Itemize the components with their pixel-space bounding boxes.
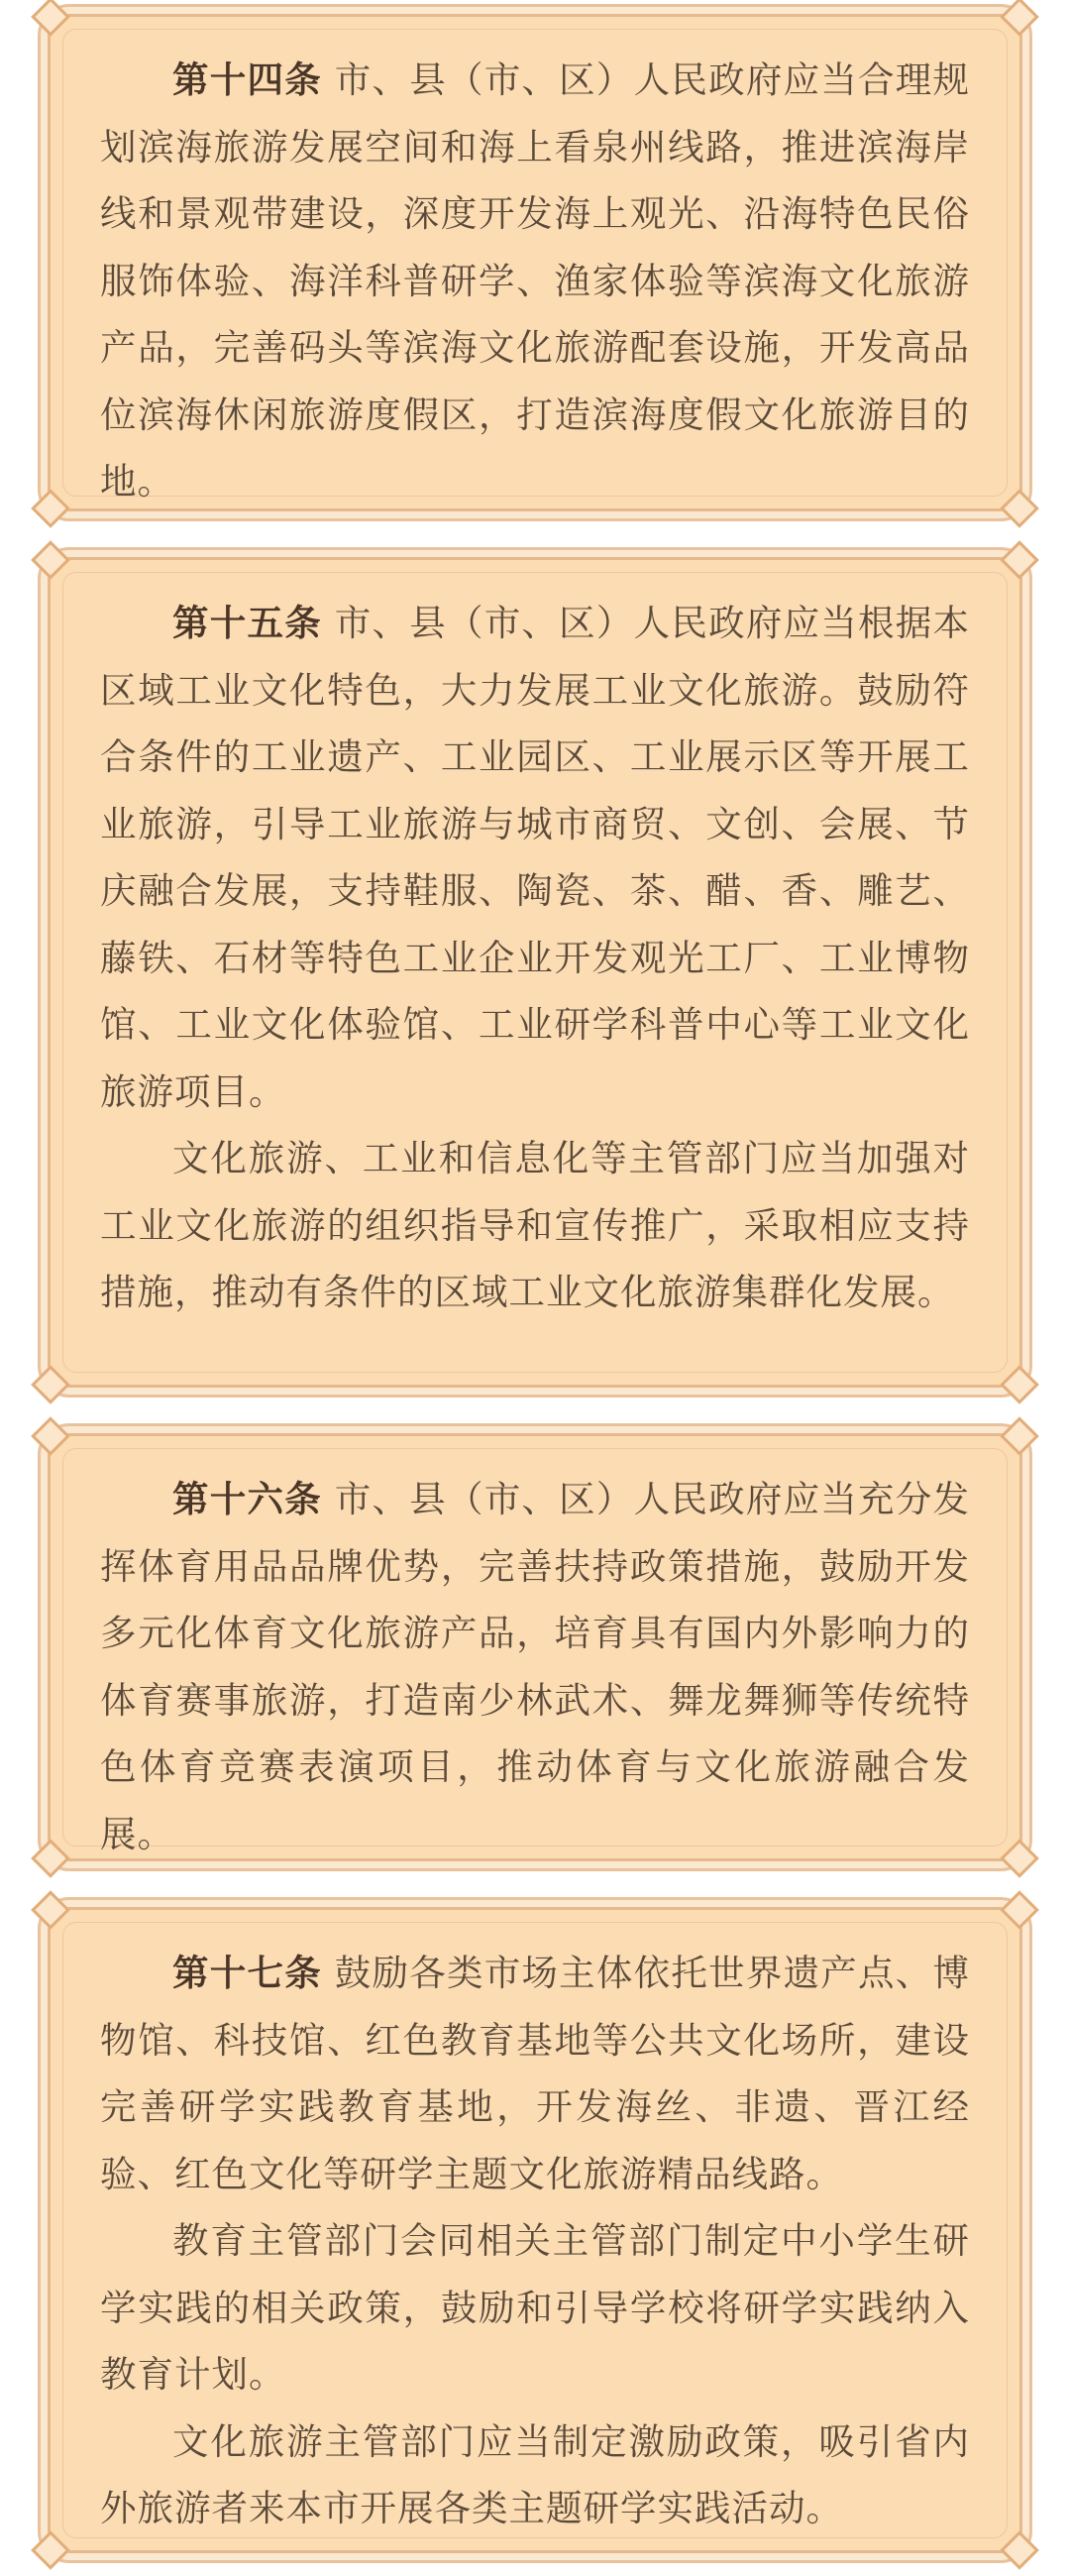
article-paragraph: 文化旅游主管部门应当制定激励政策，吸引省内外旅游者来本市开展各类主题研学实践活动。 <box>100 2419 970 2529</box>
corner-ornament <box>31 540 70 580</box>
corner-ornament <box>1000 1839 1039 1878</box>
article-body <box>100 1466 970 1867</box>
corner-ornament <box>1000 540 1039 580</box>
article-card-16 <box>48 1433 1022 1861</box>
article-paragraph <box>100 47 970 515</box>
article-paragraph-text: 鼓励各类市场主体依托世界遗产点、博物馆、科技馆、红色教育基地等公共文化场所，建设完善研学实践教育基地，开发海丝、非遗、晋江经验、红色文化等研学主题文化旅游精品线路。 <box>100 1952 970 2195</box>
corner-ornament <box>1000 1365 1039 1404</box>
article-title: 第十七条 <box>172 1952 322 1994</box>
article-title: 第十四条 <box>172 58 322 101</box>
article-paragraph: 文化旅游、工业和信息化等主管部门应当加强对工业文化旅游的组织指导和宣传推广，采取相应支持措施，推动有条件的区域工业文化旅游集群化发展。 <box>100 1137 970 1313</box>
corner-ornament <box>31 1365 70 1404</box>
corner-ornament <box>31 2530 70 2570</box>
article-paragraph-text: 市、县（市、区）人民政府应当充分发挥体育用品品牌优势，完善扶持政策措施，鼓励开发多元化体育文化旅游产品，培育具有国内外影响力的体育赛事旅游，打造南少林武术、舞龙舞狮等传统特色体育竞赛表演项目，推动体育与文化旅游融合发展。 <box>100 1478 970 1855</box>
corner-ornament <box>1000 2530 1039 2570</box>
corner-ornament <box>1000 1416 1039 1456</box>
article-body <box>100 1940 970 2542</box>
article-title: 第十六条 <box>172 1478 322 1520</box>
corner-ornament <box>1000 1890 1039 1930</box>
article-card-17 <box>48 1907 1022 2553</box>
corner-ornament <box>31 0 70 37</box>
article-paragraph <box>100 1466 970 1867</box>
article-card-15 <box>48 557 1022 1388</box>
article-paragraph-text: 市、县（市、区）人民政府应当根据本区域工业文化特色，大力发展工业文化旅游。鼓励符合条件的工业遗产、工业园区、工业展示区等开展工业旅游，引导工业旅游与城市商贸、文创、会展、节庆融合发展，支持鞋服、陶瓷、茶、醋、香、雕艺、藤铁、石材等特色工业企业开发观光工厂、工业博物馆、工业文化体验馆、工业研学科普中心等工业文化旅游项目。 <box>100 602 970 1113</box>
corner-ornament <box>1000 489 1039 528</box>
corner-ornament <box>31 1416 70 1456</box>
article-title: 第十五条 <box>172 602 322 644</box>
article-paragraph <box>100 590 970 1125</box>
corner-ornament <box>31 1890 70 1930</box>
article-body <box>100 590 970 1326</box>
article-paragraph-text: 市、县（市、区）人民政府应当合理规划滨海旅游发展空间和海上看泉州线路，推进滨海岸线和景观带建设，深度开发海上观光、沿海特色民俗服饰体验、海洋科普研学、渔家体验等滨海文化旅游产品，完善码头等滨海文化旅游配套设施，开发高品位滨海休闲旅游度假区，打造滨海度假文化旅游目的地。 <box>100 58 970 503</box>
article-body <box>100 47 970 515</box>
corner-ornament <box>31 1839 70 1878</box>
article-card-14 <box>48 14 1022 511</box>
corner-ornament <box>31 489 70 528</box>
article-paragraph: 教育主管部门会同相关主管部门制定中小学生研学实践的相关政策，鼓励和引导学校将研学实践纳入教育计划。 <box>100 2219 970 2396</box>
article-paragraph <box>100 1940 970 2207</box>
corner-ornament <box>1000 0 1039 37</box>
